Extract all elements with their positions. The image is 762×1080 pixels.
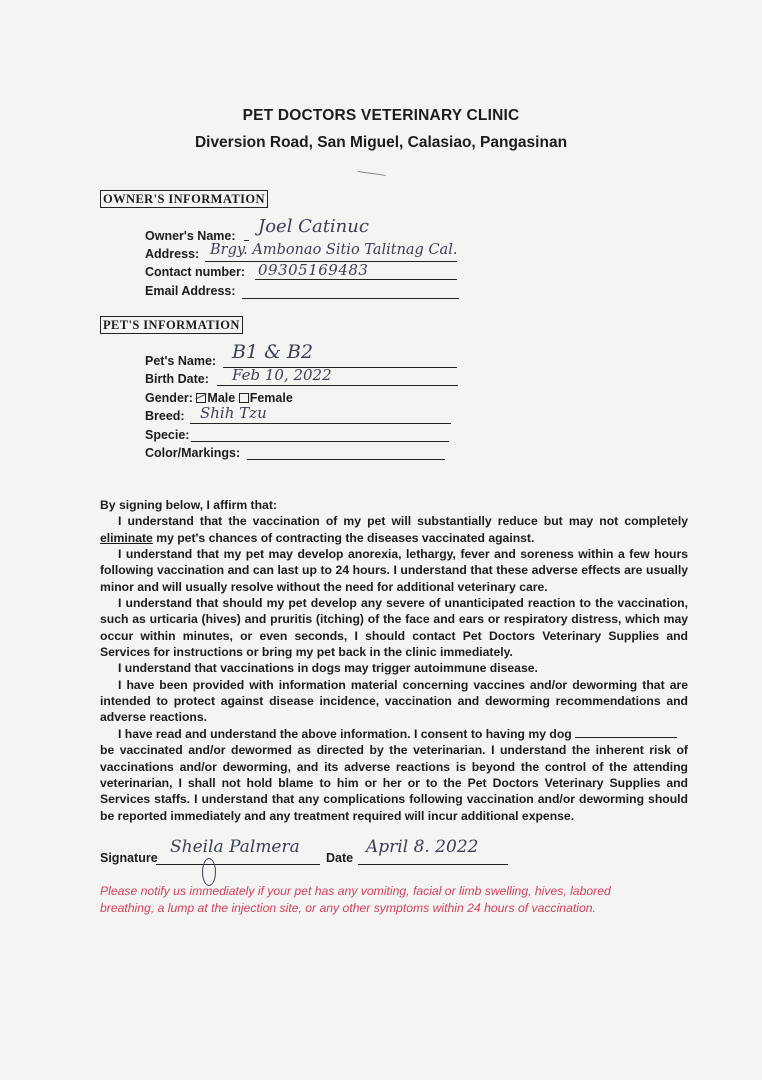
owner-name-value[interactable]: Joel Catinuc bbox=[258, 216, 369, 237]
breed-value[interactable]: Shih Tzu bbox=[200, 404, 267, 422]
dog-name-line[interactable] bbox=[575, 727, 677, 738]
consent-paragraph-4: I understand that vaccinations in dogs may trigger autoimmune disease. bbox=[118, 661, 538, 676]
birth-date-label: Birth Date: bbox=[145, 372, 209, 386]
email-line bbox=[242, 298, 459, 299]
consent-paragraph-6: be vaccinated and/or dewormed as directed by the veterinarian. I understand the inherent risk of vaccinations and/or deworming, and its adverse reactions is beyond the control of the attending veterinarian, I shall not hold blame to him or her or to the Pet Doctors Veterinary Supplies and Services staffs. I understand that any complications following vaccination and/or deworming should be reported immediately and any treatment required will incur additional expense. bbox=[100, 743, 688, 823]
pet-name-value[interactable]: B1 & B2 bbox=[232, 341, 314, 363]
gender-male-label: Male bbox=[207, 391, 236, 405]
gender-label: Gender: bbox=[145, 391, 193, 405]
date-line bbox=[358, 864, 508, 865]
gender-female-label: Female bbox=[249, 391, 293, 405]
date-label: Date bbox=[326, 851, 354, 865]
date-value[interactable]: April 8. 2022 bbox=[366, 837, 479, 857]
pet-section-title: PET'S INFORMATION bbox=[100, 316, 243, 334]
signature-flourish bbox=[202, 858, 216, 886]
contact-value[interactable]: 09305169483 bbox=[258, 261, 369, 279]
consent-paragraph-1: I understand that the vaccination of my pet will substantially reduce but may not completely eliminate my pet's chances of contracting the diseases vaccinated against. bbox=[100, 514, 688, 545]
specie-label: Specie: bbox=[145, 428, 190, 442]
consent-paragraph-2: I understand that my pet may develop anorexia, lethargy, fever and soreness within a few hours following vaccination and can last up to 24 hours. I understand that these adverse effects are usually minor and will usually resolve without the need for additional veterinary care. bbox=[100, 547, 688, 594]
owner-section-title: OWNER'S INFORMATION bbox=[100, 190, 268, 208]
address-value[interactable]: Brgy. Ambonao Sitio Talitnag Cal. bbox=[210, 242, 458, 258]
notice-text: Please notify us immediately if your pet has any vomiting, facial or limb swelling, hives, labored breathing, a lump at the injection site, or any other symptoms within 24 hours of vaccination. bbox=[100, 884, 611, 915]
consent-paragraph-3: I understand that should my pet develop any severe of unanticipated reaction to the vaccination, such as urticaria (hives) and pruritis (itching) of the face and ears or respiratory distress, which may occur within minutes, or even seconds, I should contact Pet Doctors Veterinary Supplies and Services for instructions or bring my pet back in the clinic immediately. bbox=[100, 596, 688, 660]
signature-line bbox=[156, 864, 320, 865]
consent-intro: By signing below, I affirm that: bbox=[100, 498, 277, 512]
consent-text bbox=[100, 497, 688, 824]
pet-name-label: Pet's Name: bbox=[145, 354, 217, 368]
specie-line bbox=[191, 441, 449, 442]
birth-date-line bbox=[217, 385, 458, 386]
ink-smudge bbox=[358, 168, 386, 176]
contact-line bbox=[255, 279, 457, 280]
breed-label: Breed: bbox=[145, 409, 185, 423]
owner-name-label: Owner's Name: bbox=[145, 229, 236, 243]
clinic-address: Diversion Road, San Miguel, Calasiao, Pangasinan bbox=[194, 134, 568, 151]
gender-male-checkbox[interactable] bbox=[196, 393, 206, 403]
gender-female-checkbox[interactable] bbox=[239, 393, 249, 403]
contact-label: Contact number: bbox=[145, 265, 245, 279]
birth-date-value[interactable]: Feb 10, 2022 bbox=[232, 366, 332, 384]
color-markings-line bbox=[247, 459, 445, 460]
signature-value[interactable]: Sheila Palmera bbox=[170, 837, 300, 857]
consent-paragraph-6-first: I have read and understand the above information. I consent to having my dog bbox=[100, 726, 688, 742]
address-label: Address: bbox=[145, 247, 200, 261]
consent-paragraph-5: I have been provided with information material concerning vaccines and/or deworming that are intended to protect against disease incidence, vaccination and deworming recommendations and adverse reactions. bbox=[100, 677, 688, 725]
breed-line bbox=[190, 423, 451, 424]
signature-label: Signature bbox=[100, 851, 158, 865]
email-label: Email Address: bbox=[145, 284, 236, 298]
underlined-word: eliminate bbox=[100, 530, 153, 545]
color-markings-label: Color/Markings: bbox=[145, 446, 241, 460]
clinic-name: PET DOCTORS VETERINARY CLINIC bbox=[242, 107, 520, 124]
